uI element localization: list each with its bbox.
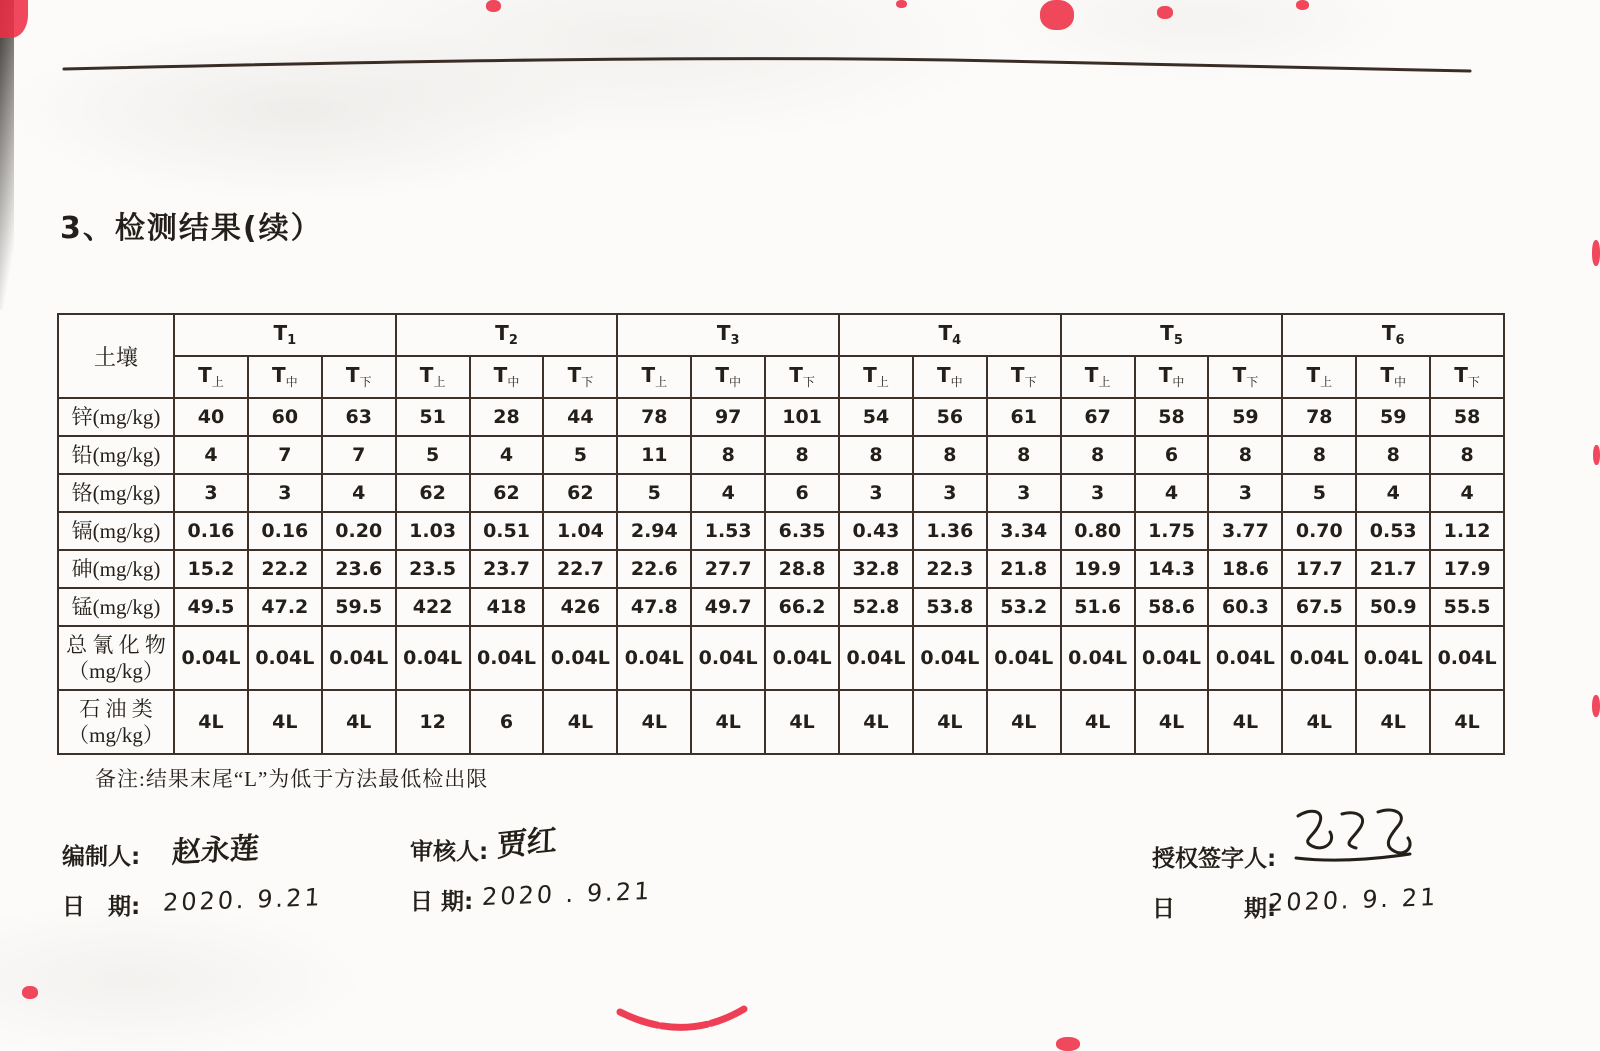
table-cell: 0.04L	[987, 626, 1061, 690]
table-cell: 17.9	[1430, 550, 1504, 588]
table-cell: 3.34	[987, 512, 1061, 550]
col-sub-header: $T_下$	[1208, 356, 1282, 398]
row-header: 锌(mg/kg)	[58, 398, 174, 436]
table-cell: 51	[396, 398, 470, 436]
table-cell: 3	[1061, 474, 1135, 512]
table-cell: 7	[248, 436, 322, 474]
table-cell: 0.04L	[617, 626, 691, 690]
table-cell: 8	[839, 436, 913, 474]
table-cell: 28.8	[765, 550, 839, 588]
table-cell: 4L	[322, 690, 396, 754]
table-row	[58, 398, 1504, 436]
table-cell: 6	[470, 690, 544, 754]
table-cell: 49.5	[174, 588, 248, 626]
table-cell: 0.04L	[322, 626, 396, 690]
table-cell: 78	[617, 398, 691, 436]
table-cell: 422	[396, 588, 470, 626]
table-cell: 8	[691, 436, 765, 474]
table-cell: 53.8	[913, 588, 987, 626]
table-cell: 4L	[765, 690, 839, 754]
table-cell: 0.04L	[913, 626, 987, 690]
table-cell: 0.04L	[396, 626, 470, 690]
table-cell: 4	[1356, 474, 1430, 512]
table-row	[58, 512, 1504, 550]
row-header: 总 氰 化 物 （mg/kg）	[58, 626, 174, 690]
table-cell: 6	[1135, 436, 1209, 474]
table-cell: 6.35	[765, 512, 839, 550]
table-cell: 0.04L	[1208, 626, 1282, 690]
table-cell: 0.20	[322, 512, 396, 550]
col-sub-header: $T_上$	[396, 356, 470, 398]
table-row	[58, 436, 1504, 474]
table-cell: 8	[1430, 436, 1504, 474]
table-cell: 62	[543, 474, 617, 512]
row-header: 石 油 类 （mg/kg）	[58, 690, 174, 754]
table-cell: 4	[1135, 474, 1209, 512]
table-cell: 4L	[1356, 690, 1430, 754]
table-cell: 4L	[839, 690, 913, 754]
table-cell: 4L	[1208, 690, 1282, 754]
row-header: 镉(mg/kg)	[58, 512, 174, 550]
table-cell: 21.7	[1356, 550, 1430, 588]
table-cell: 3	[839, 474, 913, 512]
table-cell: 1.04	[543, 512, 617, 550]
table-cell: 0.04L	[1356, 626, 1430, 690]
table-cell: 0.04L	[470, 626, 544, 690]
table-cell: 0.53	[1356, 512, 1430, 550]
table-cell: 19.9	[1061, 550, 1135, 588]
table-cell: 4	[322, 474, 396, 512]
table-cell: 5	[396, 436, 470, 474]
scan-edge-artifact	[1056, 1037, 1080, 1051]
row-header: 铅(mg/kg)	[58, 436, 174, 474]
table-cell: 0.70	[1282, 512, 1356, 550]
col-sub-header: $T_中$	[1135, 356, 1209, 398]
reviewer-date-label: 日 期:	[410, 889, 474, 915]
table-cell: 5	[1282, 474, 1356, 512]
table-cell: 8	[913, 436, 987, 474]
table-cell: 55.5	[1430, 588, 1504, 626]
table-cell: 0.04L	[1061, 626, 1135, 690]
table-row	[58, 626, 1504, 690]
table-cell: 0.04L	[174, 626, 248, 690]
table-cell: 4L	[691, 690, 765, 754]
scan-edge-artifact	[486, 0, 501, 12]
col-group-header: $T_4$	[839, 314, 1061, 356]
table-cell: 58.6	[1135, 588, 1209, 626]
footnote: 备注:结果末尾“L”为低于方法最低检出限	[95, 767, 489, 791]
table-cell: 4L	[248, 690, 322, 754]
col-sub-header: $T_下$	[1430, 356, 1504, 398]
scan-edge-artifact	[1157, 6, 1173, 19]
table-cell: 0.51	[470, 512, 544, 550]
table-cell: 3	[174, 474, 248, 512]
table-cell: 60.3	[1208, 588, 1282, 626]
table-cell: 4	[691, 474, 765, 512]
table-cell: 1.12	[1430, 512, 1504, 550]
table-cell: 3	[1208, 474, 1282, 512]
table-cell: 51.6	[1061, 588, 1135, 626]
table-cell: 15.2	[174, 550, 248, 588]
table-cell: 49.7	[691, 588, 765, 626]
table-cell: 54	[839, 398, 913, 436]
table-cell: 0.04L	[765, 626, 839, 690]
table-cell: 0.80	[1061, 512, 1135, 550]
table-cell: 62	[396, 474, 470, 512]
table-cell: 17.7	[1282, 550, 1356, 588]
table-group-header-row	[58, 314, 1504, 356]
preparer-date-label: 日 期:	[62, 894, 141, 920]
table-cell: 8	[1061, 436, 1135, 474]
row-header: 铬(mg/kg)	[58, 474, 174, 512]
col-sub-header: $T_上$	[839, 356, 913, 398]
scan-edge-artifact	[896, 0, 907, 8]
authorized-signatory-signature	[1290, 802, 1430, 872]
table-cell: 1.36	[913, 512, 987, 550]
col-group-header: $T_5$	[1061, 314, 1283, 356]
table-cell: 4L	[174, 690, 248, 754]
col-sub-header: $T_上$	[1061, 356, 1135, 398]
table-cell: 0.04L	[691, 626, 765, 690]
table-cell: 4	[1430, 474, 1504, 512]
table-cell: 3	[913, 474, 987, 512]
scan-edge-artifact	[1040, 0, 1074, 30]
table-cell: 8	[1356, 436, 1430, 474]
table-row	[58, 474, 1504, 512]
table-cell: 50.9	[1356, 588, 1430, 626]
table-cell: 8	[1208, 436, 1282, 474]
table-cell: 58	[1430, 398, 1504, 436]
col-sub-header: $T_中$	[248, 356, 322, 398]
table-cell: 58	[1135, 398, 1209, 436]
col-group-header: $T_1$	[174, 314, 396, 356]
table-row	[58, 550, 1504, 588]
table-cell: 6	[765, 474, 839, 512]
table-cell: 44	[543, 398, 617, 436]
authorizer-date-label: 日 期:	[1152, 896, 1277, 922]
row-header: 锰(mg/kg)	[58, 588, 174, 626]
table-cell: 11	[617, 436, 691, 474]
table-cell: 23.7	[470, 550, 544, 588]
table-cell: 0.04L	[543, 626, 617, 690]
col-sub-header: $T_中$	[1356, 356, 1430, 398]
corner-header: 土壤	[58, 314, 174, 398]
table-cell: 40	[174, 398, 248, 436]
table-cell: 3.77	[1208, 512, 1282, 550]
col-sub-header: $T_下$	[322, 356, 396, 398]
table-cell: 47.2	[248, 588, 322, 626]
table-cell: 0.04L	[248, 626, 322, 690]
scan-edge-artifact	[0, 0, 28, 38]
scan-edge-artifact	[1592, 695, 1600, 717]
table-cell: 4L	[913, 690, 987, 754]
col-sub-header: $T_上$	[617, 356, 691, 398]
table-cell: 0.16	[248, 512, 322, 550]
table-cell: 22.6	[617, 550, 691, 588]
table-cell: 3	[248, 474, 322, 512]
table-cell: 5	[617, 474, 691, 512]
table-cell: 14.3	[1135, 550, 1209, 588]
table-cell: 56	[913, 398, 987, 436]
table-cell: 63	[322, 398, 396, 436]
col-sub-header: $T_下$	[543, 356, 617, 398]
table-cell: 0.43	[839, 512, 913, 550]
table-cell: 23.5	[396, 550, 470, 588]
table-cell: 418	[470, 588, 544, 626]
table-cell: 0.04L	[1430, 626, 1504, 690]
table-cell: 21.8	[987, 550, 1061, 588]
table-cell: 4L	[987, 690, 1061, 754]
table-cell: 59.5	[322, 588, 396, 626]
table-cell: 3	[987, 474, 1061, 512]
table-cell: 0.04L	[839, 626, 913, 690]
table-cell: 97	[691, 398, 765, 436]
preparer-signature: 赵永莲	[171, 830, 260, 870]
authorizer-label: 授权签字人:	[1152, 846, 1277, 872]
table-cell: 59	[1208, 398, 1282, 436]
col-sub-header: $T_下$	[765, 356, 839, 398]
table-sub-header-row	[58, 356, 1504, 398]
col-group-header: $T_3$	[617, 314, 839, 356]
table-cell: 426	[543, 588, 617, 626]
table-cell: 7	[322, 436, 396, 474]
scan-edge-artifact	[22, 986, 38, 999]
results-table	[57, 313, 1505, 755]
table-cell: 52.8	[839, 588, 913, 626]
table-cell: 67.5	[1282, 588, 1356, 626]
table-cell: 28	[470, 398, 544, 436]
table-cell: 12	[396, 690, 470, 754]
table-cell: 61	[987, 398, 1061, 436]
row-header: 砷(mg/kg)	[58, 550, 174, 588]
scan-edge-shadow	[0, 0, 14, 310]
table-cell: 8	[987, 436, 1061, 474]
table-cell: 101	[765, 398, 839, 436]
scan-edge-artifact	[1593, 445, 1600, 465]
table-cell: 2.94	[617, 512, 691, 550]
table-cell: 0.04L	[1282, 626, 1356, 690]
table-cell: 59	[1356, 398, 1430, 436]
table-cell: 22.3	[913, 550, 987, 588]
table-row	[58, 690, 1504, 754]
table-cell: 23.6	[322, 550, 396, 588]
col-sub-header: $T_下$	[987, 356, 1061, 398]
table-cell: 8	[765, 436, 839, 474]
table-cell: 32.8	[839, 550, 913, 588]
reviewer-signature: 贾红	[496, 822, 558, 865]
table-cell: 4L	[617, 690, 691, 754]
table-cell: 53.2	[987, 588, 1061, 626]
table-cell: 22.2	[248, 550, 322, 588]
table-cell: 0.16	[174, 512, 248, 550]
table-cell: 4L	[1282, 690, 1356, 754]
table-cell: 4	[174, 436, 248, 474]
reviewer-date-handwritten: 2020 . 9.21	[481, 876, 654, 912]
table-cell: 60	[248, 398, 322, 436]
table-cell: 62	[470, 474, 544, 512]
table-cell: 47.8	[617, 588, 691, 626]
table-cell: 4L	[543, 690, 617, 754]
table-cell: 1.75	[1135, 512, 1209, 550]
table-cell: 0.04L	[1135, 626, 1209, 690]
table-cell: 67	[1061, 398, 1135, 436]
table-cell: 78	[1282, 398, 1356, 436]
col-sub-header: $T_中$	[470, 356, 544, 398]
scan-edge-artifact	[1592, 240, 1600, 266]
col-group-header: $T_6$	[1282, 314, 1504, 356]
col-sub-header: $T_上$	[1282, 356, 1356, 398]
preparer-label: 编制人:	[62, 844, 141, 870]
top-horizontal-rule	[0, 0, 1600, 110]
table-cell: 4L	[1061, 690, 1135, 754]
section-title: 3、检测结果(续）	[60, 211, 323, 246]
table-cell: 18.6	[1208, 550, 1282, 588]
table-cell: 8	[1282, 436, 1356, 474]
col-sub-header: $T_中$	[691, 356, 765, 398]
table-cell: 22.7	[543, 550, 617, 588]
table-cell: 66.2	[765, 588, 839, 626]
table-cell: 1.53	[691, 512, 765, 550]
table-cell: 27.7	[691, 550, 765, 588]
reviewer-label: 审核人:	[410, 839, 489, 865]
authorizer-date-handwritten: 2020. 9. 21	[1267, 882, 1440, 918]
col-sub-header: $T_上$	[174, 356, 248, 398]
table-cell: 4	[470, 436, 544, 474]
table-cell: 4L	[1135, 690, 1209, 754]
col-sub-header: $T_中$	[913, 356, 987, 398]
table-row	[58, 588, 1504, 626]
table-cell: 4L	[1430, 690, 1504, 754]
scan-edge-artifact	[1296, 0, 1309, 10]
table-cell: 5	[543, 436, 617, 474]
table-cell: 1.03	[396, 512, 470, 550]
col-group-header: $T_2$	[396, 314, 618, 356]
preparer-date-handwritten: 2020. 9.21	[162, 883, 324, 917]
